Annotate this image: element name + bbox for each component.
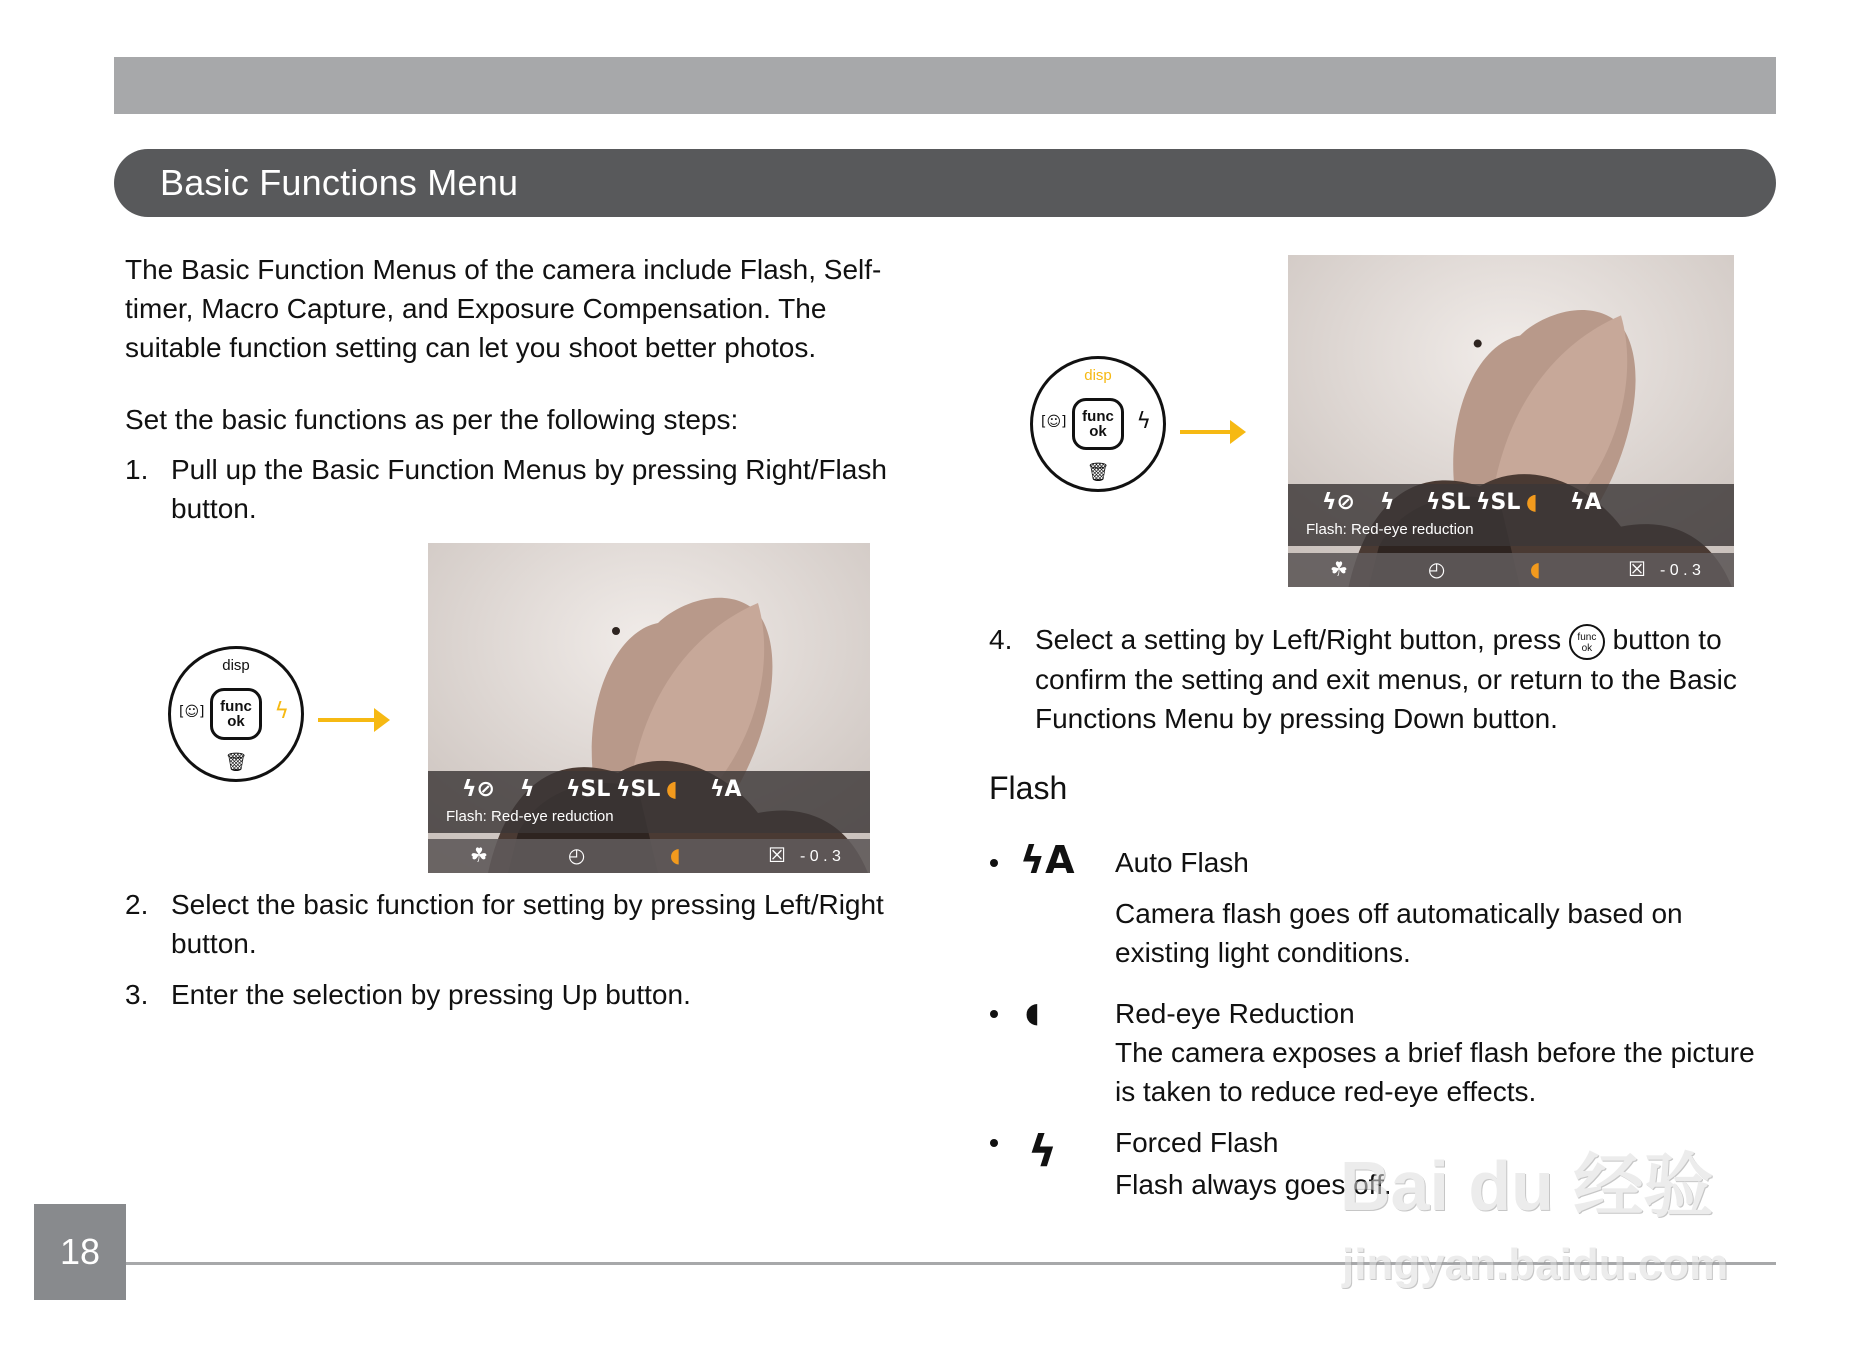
- intro-paragraph: The Basic Function Menus of the camera include Flash, Self-timer, Macro Capture, and Exposure Compensation. The suitable function setting can let you shoot better photos.: [125, 254, 882, 363]
- macro-icon: ☘: [1330, 557, 1348, 581]
- flash-off-icon: ϟ⊘: [462, 777, 495, 802]
- baidu-watermark: [1340, 1130, 1790, 1305]
- exposure-icon: ☒: [768, 843, 786, 867]
- bullet: [990, 859, 998, 867]
- exposure-icon: ☒: [1628, 557, 1646, 581]
- ok-label: ok: [1089, 423, 1107, 440]
- auto-flash-title: Auto Flash: [1115, 847, 1249, 878]
- trash-icon: 🗑: [1086, 462, 1110, 483]
- forced-flash-title: Forced Flash: [1115, 1127, 1279, 1158]
- step-text-b: button to confirm the setting and exit menus, or return to the Basic Functions Menu by pressing Down button.: [1035, 624, 1737, 734]
- auto-flash-icon: ϟA: [1020, 838, 1075, 882]
- bullet: [990, 1139, 998, 1147]
- forced-flash-icon: ϟ: [1380, 490, 1395, 515]
- page-number: 18: [59, 1231, 101, 1272]
- func-label: func: [220, 698, 252, 715]
- func-ok-button: [1072, 398, 1124, 450]
- step-3: [125, 975, 905, 1015]
- step-number: 2.: [125, 889, 149, 920]
- slow-sync-redeye-icon: ϟSL: [566, 777, 611, 802]
- self-timer-icon: ◴: [568, 843, 586, 867]
- exposure-value: - 0 . 3: [800, 848, 841, 865]
- face-detect-icon: [☺]: [179, 704, 205, 720]
- func-ok-inline-icon: func ok: [1569, 624, 1605, 660]
- screen-caption: Flash: Red-eye reduction: [1306, 521, 1474, 538]
- self-timer-icon: ◴: [1428, 557, 1446, 581]
- redeye-reduction-icon: ◖: [1526, 490, 1538, 515]
- flash-mode-icon: ◖: [670, 843, 681, 867]
- bullet: [990, 1010, 998, 1018]
- camera-dial-right: [1030, 356, 1166, 492]
- flash-icon: ϟ: [1136, 409, 1151, 434]
- forced-flash-icon: ϟ: [520, 777, 535, 802]
- slow-sync-icon: ϟSL: [616, 777, 661, 802]
- redeye-icon: ◖: [1025, 996, 1040, 1029]
- flash-icon: ϟ: [274, 699, 289, 724]
- forced-flash-desc: Flash always goes off.: [1115, 1169, 1392, 1200]
- flash-off-icon: ϟ⊘: [1322, 490, 1355, 515]
- page-title: Basic Functions Menu: [160, 162, 519, 203]
- disp-label: disp: [222, 657, 250, 674]
- step-text: Pull up the Basic Function Menus by pressing Right/Flash button.: [171, 454, 887, 524]
- redeye-reduction-icon: ◖: [666, 777, 678, 802]
- redeye-desc: The camera exposes a brief flash before the picture is taken to reduce red-eye effects.: [1115, 1037, 1755, 1107]
- ok-label: ok: [227, 713, 245, 730]
- redeye-title: Red-eye Reduction: [1115, 998, 1355, 1029]
- trash-icon: 🗑: [224, 752, 248, 773]
- arrow-icon: [1180, 430, 1234, 434]
- auto-flash-icon: ϟA: [710, 777, 742, 802]
- camera-screen: [428, 543, 870, 873]
- step-text: Select the basic function for setting by pressing Left/Right button.: [171, 889, 884, 959]
- face-detect-icon: [☺]: [1041, 414, 1067, 430]
- step-text: Enter the selection by pressing Up button.: [171, 979, 691, 1010]
- step-number: 1.: [125, 454, 149, 485]
- disp-label: disp: [1084, 367, 1112, 384]
- screen-caption: Flash: Red-eye reduction: [446, 808, 614, 825]
- step-1: [125, 450, 905, 530]
- camera-screen-right: [1288, 255, 1734, 587]
- flash-heading: Flash: [989, 770, 1068, 806]
- slow-sync-redeye-icon: ϟSL: [1426, 490, 1471, 515]
- steps-intro: Set the basic functions as per the following steps:: [125, 404, 739, 435]
- auto-flash-icon: ϟA: [1570, 490, 1602, 515]
- exposure-value: - 0 . 3: [1660, 562, 1701, 579]
- camera-dial: [168, 646, 304, 782]
- auto-flash-desc: Camera flash goes off automatically based on existing light conditions.: [1115, 898, 1683, 968]
- step-number: 3.: [125, 979, 149, 1010]
- macro-icon: ☘: [470, 843, 488, 867]
- step-4: [989, 620, 1789, 740]
- flash-mode-icon: ◖: [1530, 557, 1541, 581]
- watermark-url: jingyan.baidu.com: [1342, 1240, 1729, 1289]
- func-ok-button: [210, 688, 262, 740]
- step-text-a: Select a setting by Left/Right button, press: [1035, 624, 1562, 655]
- arrow-icon: [318, 718, 378, 722]
- step-number: 4.: [989, 624, 1013, 655]
- func-label: func: [1082, 408, 1114, 425]
- slow-sync-icon: ϟSL: [1476, 490, 1521, 515]
- top-header-bar: [114, 57, 1776, 114]
- forced-flash-icon: ϟ: [1028, 1126, 1058, 1177]
- step-2: [125, 885, 905, 965]
- watermark-logo: Bai du 经验: [1340, 1147, 1714, 1225]
